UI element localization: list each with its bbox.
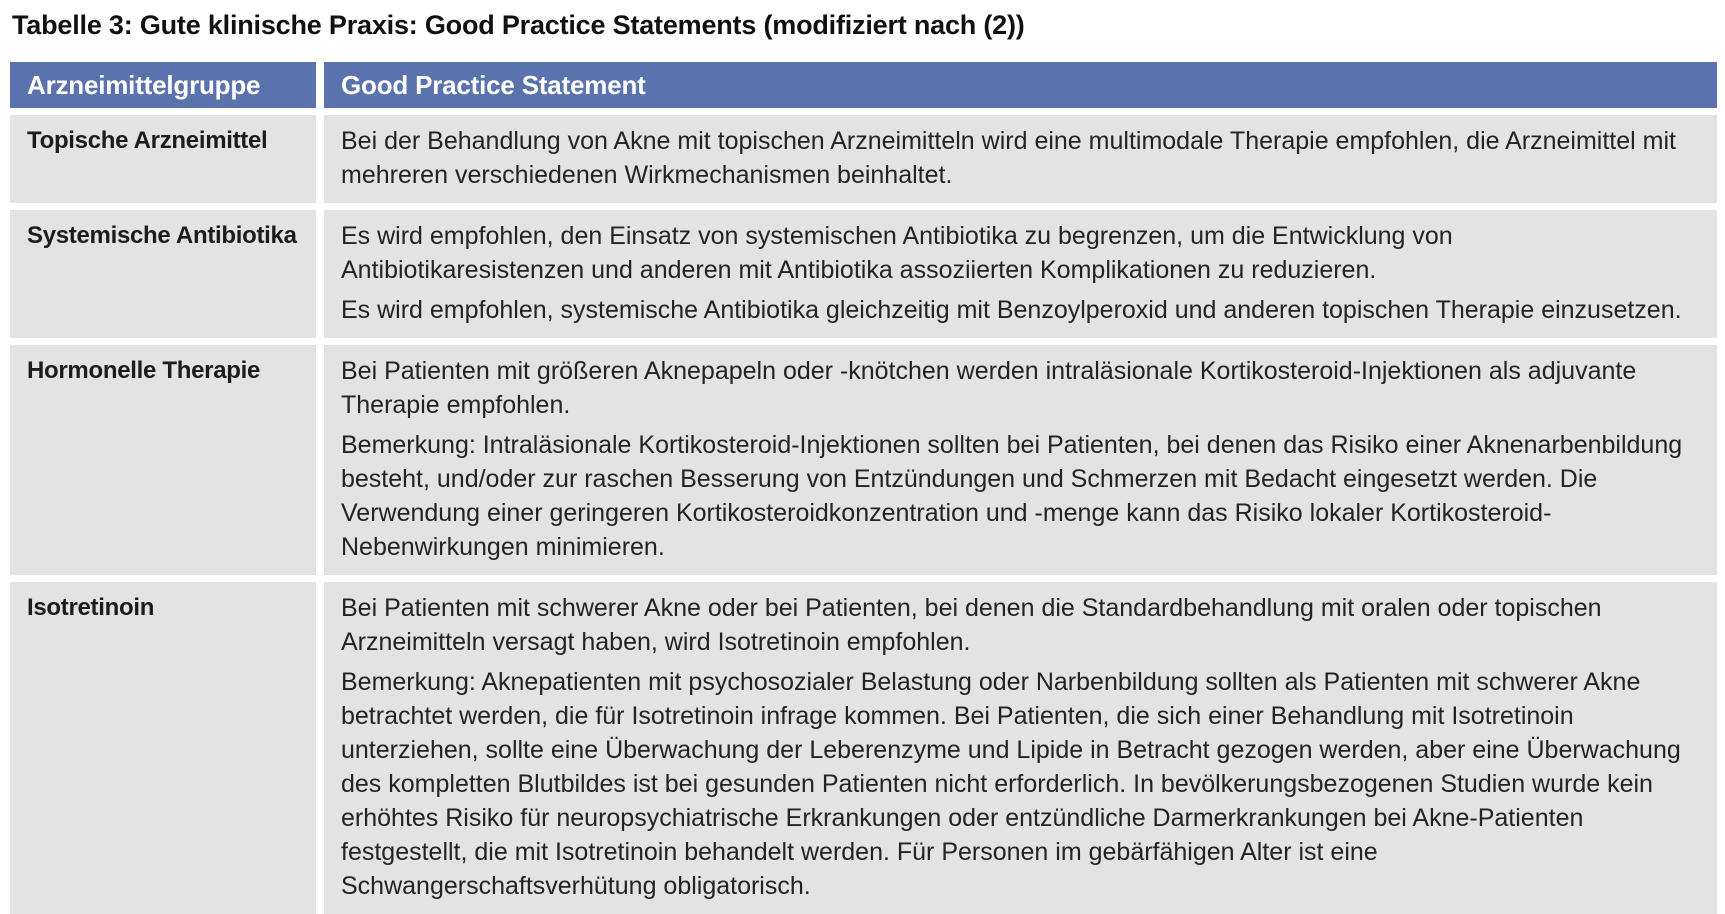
drug-group-cell: Isotretinoin (10, 582, 316, 914)
good-practice-table (10, 62, 1717, 914)
statement-cell (324, 582, 1717, 914)
column-header-good-practice-statement: Good Practice Statement (324, 62, 1717, 108)
statement-paragraph: Bemerkung: Aknepatienten mit psychosozialer Belastung oder Narbenbildung sollten als Patienten mit schwerer Akne betrachtet werden, die für Isotretinoin infrage kommen. Bei Patienten, die sich einer Behandlung mit Isotretinoin unterziehen, sollte eine Überwachung der Leberenzyme und Lipide in Betracht gezogen werden, aber eine Überwachung des kompletten Blutbildes ist bei gesunden Patienten nicht erforderlich. In bevölkerungsbezogenen Studien wurde kein erhöhtes Risiko für neuropsychiatrische Erkrankungen oder entzündliche Darmerkrankungen bei Akne-Patienten festgestellt, die mit Isotretinoin behandelt werden. Für Personen im gebärfähigen Alter ist eine Schwangerschaftsverhütung obligatorisch. (341, 668, 1681, 900)
column-header-arzneimittelgruppe: Arzneimittelgruppe (10, 62, 316, 108)
statement-paragraph: Bei Patienten mit schwerer Akne oder bei Patienten, bei denen die Standardbehandlung mit oralen oder topischen Arzneimitteln versagt haben, wird Isotretinoin empfohlen. (341, 594, 1602, 656)
statement-cell (324, 210, 1717, 338)
statement-paragraph: Es wird empfohlen, den Einsatz von systemischen Antibiotika zu begrenzen, um die Entwicklung von Antibiotikaresistenzen und anderen mit Antibiotika assoziierten Komplikationen zu reduzieren. (341, 222, 1453, 284)
statement-paragraph: Bei der Behandlung von Akne mit topischen Arzneimitteln wird eine multimodale Therapie empfohlen, die Arzneimittel mit mehreren verschiedenen Wirkmechanismen beinhaltet. (341, 127, 1676, 189)
statement-paragraph: Bemerkung: Intraläsionale Kortikosteroid-Injektionen sollten bei Patienten, bei denen das Risiko einer Aknenarbenbildung besteht, und/oder zur raschen Besserung von Entzündungen und Schmerzen mit Bedacht eingesetzt werden. Die Verwendung einer geringeren Kortikosteroidkonzentration und -menge kann das Risiko lokaler Kortikosteroid-Nebenwirkungen minimieren. (341, 431, 1683, 561)
statement-cell (324, 115, 1717, 203)
statement-cell (324, 345, 1717, 575)
statement-paragraph: Es wird empfohlen, systemische Antibiotika gleichzeitig mit Benzoylperoxid und anderen topischen Therapie einzusetzen. (341, 296, 1682, 324)
table-caption: Tabelle 3: Gute klinische Praxis: Good Practice Statements (modifiziert nach (2)) (12, 10, 1025, 40)
drug-group-cell: Systemische Antibiotika (10, 210, 316, 338)
drug-group-cell: Hormonelle Therapie (10, 345, 316, 575)
drug-group-cell: Topische Arzneimittel (10, 115, 316, 203)
statement-paragraph: Bei Patienten mit größeren Aknepapeln oder -knötchen werden intraläsionale Kortikosteroid-Injektionen als adjuvante Therapie empfohlen. (341, 357, 1637, 419)
